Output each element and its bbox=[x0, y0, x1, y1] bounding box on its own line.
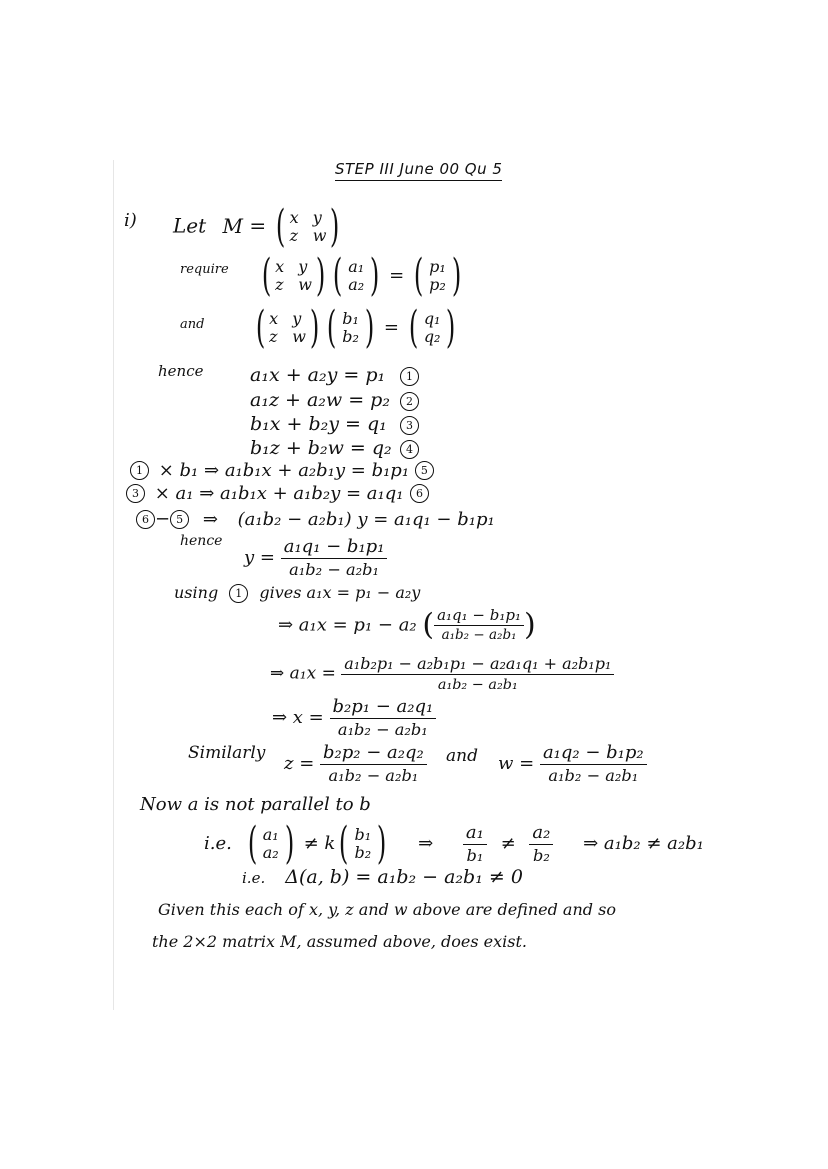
page-edge-shadow bbox=[113, 160, 114, 1010]
x-step-2: ⇒ a₁x = $\frac{\text{a₁b₂p₁ − a₂b₁p₁ − a₂a₁q₁ + a₂b₁p₁}}{\text{a₁b₂ − a₂b₁}}$ bbox=[270, 656, 614, 692]
hence-label: hence bbox=[158, 362, 204, 380]
let-text: Let bbox=[173, 213, 207, 238]
equation-5: 1 × b₁ ⇒ a₁b₁x + a₂b₁y = b₁p₁ 5 bbox=[130, 461, 434, 480]
now-line: Now a is not parallel to b bbox=[140, 794, 371, 815]
hence-label-2: hence bbox=[180, 533, 223, 549]
conclusion-line-1: Given this each of x, y, z and w above are defined and so bbox=[158, 900, 616, 919]
vector-a: ( a₁ a₂ ) bbox=[332, 250, 380, 301]
x-step-3: ⇒ x = $\frac{\text{b₂p₁ − a₂q₁}}{\text{a₁b₂ − a₂b₁}}$ bbox=[272, 698, 436, 738]
equals: = bbox=[249, 213, 267, 238]
y-solution: y = $\frac{\text{a₁q₁ − b₁p₁}}{\text{a₁b₂ − a₂b₁}}$ bbox=[244, 538, 387, 578]
matrix-cell: w bbox=[312, 226, 327, 245]
ie-delta-line: i.e. Δ(a, b) = a₁b₂ − a₂b₁ ≠ 0 bbox=[242, 866, 523, 888]
w-solution: w = $\frac{\text{a₁q₂ − b₁p₂}}{\text{a₁b₂ − a₂b₁}}$ bbox=[498, 744, 647, 784]
equation-6: 3 × a₁ ⇒ a₁b₁x + a₁b₂y = a₁q₁ 6 bbox=[126, 484, 429, 503]
matrix-cell: x bbox=[289, 208, 299, 227]
require-label: require bbox=[180, 262, 229, 277]
let-line bbox=[173, 201, 344, 252]
vector-p: ( p₁ p₂ ) bbox=[413, 250, 462, 301]
equation-4: b₁z + b₂w = q₂ 4 bbox=[250, 439, 419, 459]
and-label: and bbox=[180, 317, 205, 332]
equation-1: a₁x + a₂y = p₁ 1 bbox=[250, 366, 419, 386]
matrix-cell: z bbox=[289, 226, 299, 245]
matrix-M: ( x y z w ) bbox=[276, 201, 340, 252]
vector-b: ( b₁ b₂ ) bbox=[326, 302, 375, 353]
and-label-2: and bbox=[446, 746, 478, 766]
require-equation: ( x y z w ) ( a₁ a₂ ) = ( p₁ p₂ ) bbox=[258, 254, 465, 298]
z-solution: z = $\frac{\text{b₂p₂ − a₂q₂}}{\text{a₁b₂ − a₂b₁}}$ bbox=[284, 744, 427, 784]
ie-line: i.e. ( a₁ a₂ ) ≠ k ( b₁ b₂ ) ⇒ $\frac{\text{a₁}}{\text{b₁}}$ ≠ $\frac{\text{a₂}}{\text{b₂}}$ ⇒ a₁b₂ ≠ a₂b₁ bbox=[204, 818, 704, 869]
matrix-M: ( x y z w ) bbox=[261, 250, 326, 301]
x-step-1: ⇒ a₁x = p₁ − a₂ ( $\frac{\text{a₁q₁ − b₁p₁}}{\text{a₁b₂ − a₂b₁}}$ ) bbox=[278, 606, 536, 643]
matrix-cell: y bbox=[312, 208, 322, 227]
and-equation: ( x y z w ) ( b₁ b₂ ) = ( q₁ q₂ ) bbox=[252, 306, 460, 350]
part-label: i) bbox=[124, 210, 137, 231]
using-line: using 1 gives a₁x = p₁ − a₂y bbox=[174, 583, 421, 602]
conclusion-line-2: the 2×2 matrix M, assumed above, does exist. bbox=[152, 932, 528, 951]
subtraction-line: 6 − 5 ⇒ (a₁b₂ − a₂b₁) y = a₁q₁ − b₁p₁ bbox=[136, 510, 495, 529]
equation-3: b₁x + b₂y = q₁ 3 bbox=[250, 415, 419, 435]
page-header: STEP III June 00 Qu 5 bbox=[335, 160, 502, 181]
matrix-M: ( x y z w ) bbox=[255, 302, 320, 353]
vector-q: ( q₁ q₂ ) bbox=[408, 302, 456, 353]
similarly-label: Similarly bbox=[188, 743, 266, 763]
equation-2: a₁z + a₂w = p₂ 2 bbox=[250, 391, 419, 411]
matrix-M-symbol: M bbox=[222, 213, 243, 238]
